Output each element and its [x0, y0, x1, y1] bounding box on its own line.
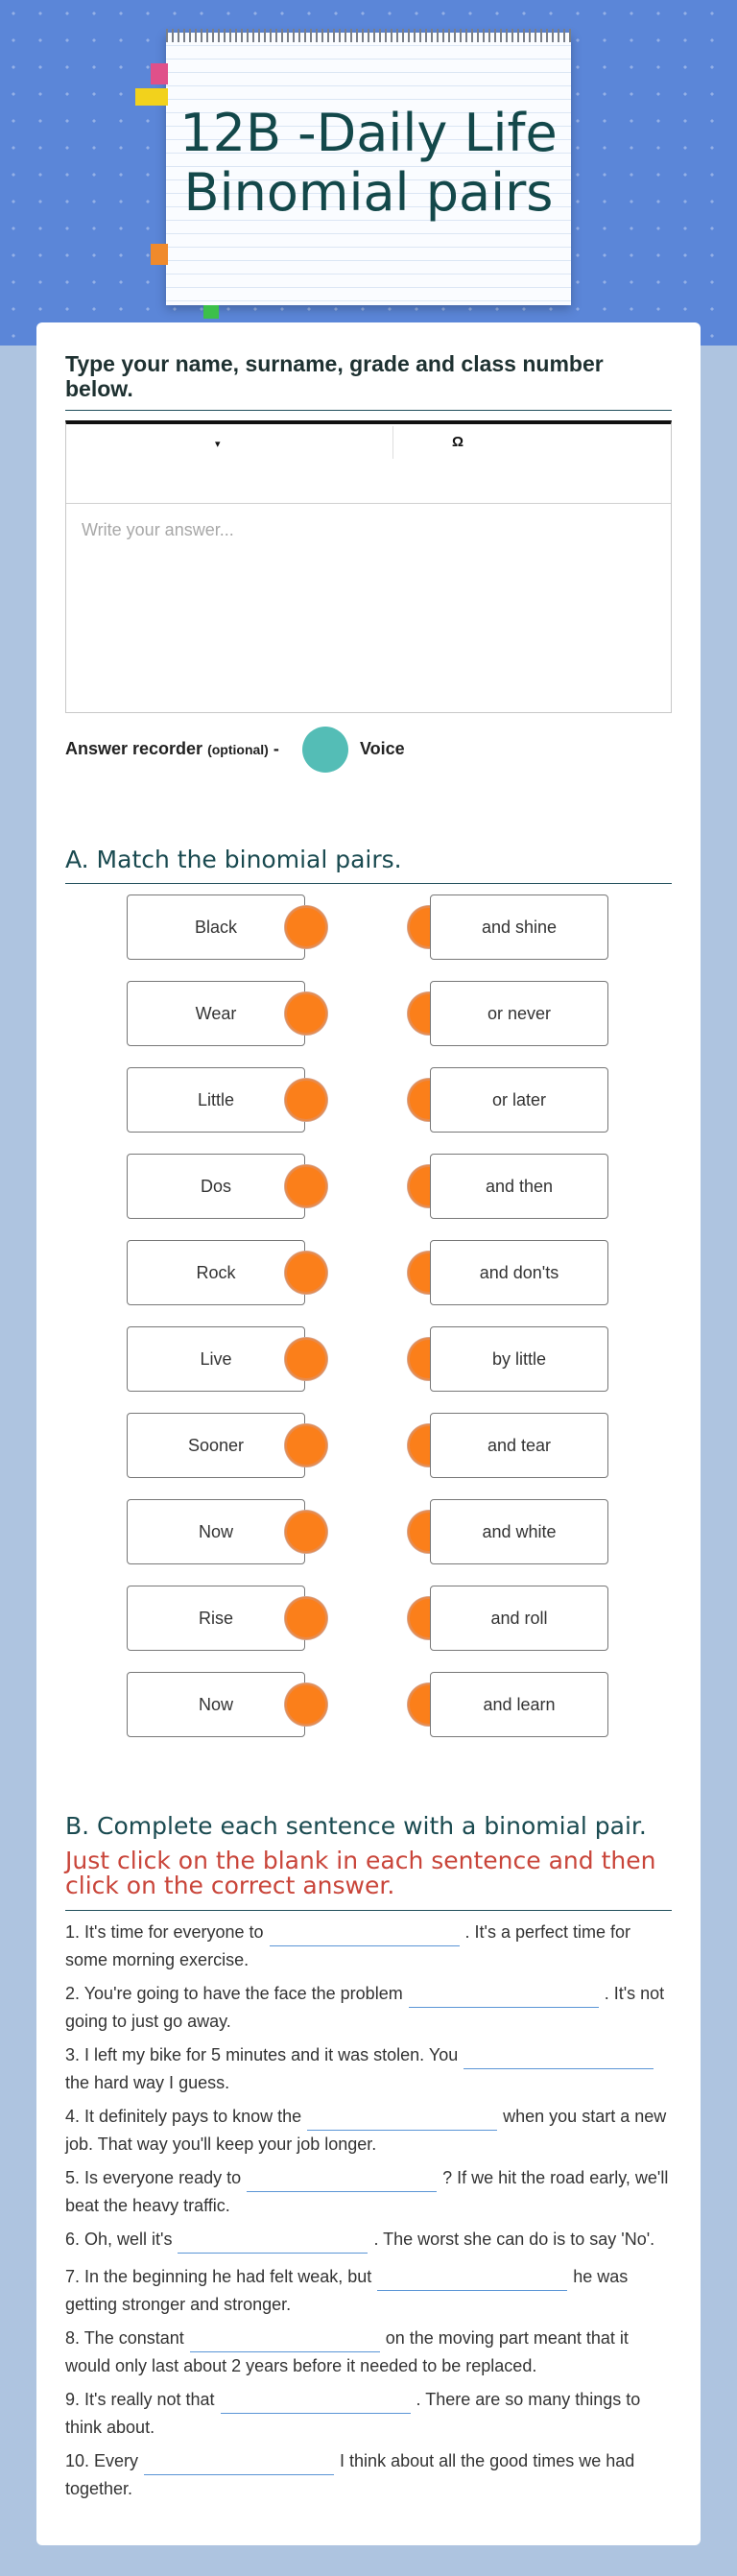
- match-left-item[interactable]: [127, 1240, 305, 1305]
- divider: [65, 883, 672, 884]
- sentence-item: [65, 2386, 672, 2442]
- match-left-label: Rise: [198, 1608, 233, 1628]
- match-right-label: and don'ts: [479, 1262, 559, 1282]
- match-left-connector[interactable]: [285, 1165, 327, 1207]
- toolbar-divider: [392, 426, 393, 459]
- answer-recorder-label: [65, 739, 279, 759]
- answer-editor[interactable]: [65, 420, 672, 713]
- section-b-title: B. Complete each sentence with a binomial pair.: [65, 1812, 647, 1840]
- match-left-label: Dos: [200, 1176, 231, 1196]
- sentence-item: [65, 2447, 672, 2503]
- match-left-label: Black: [194, 917, 237, 937]
- match-left-connector[interactable]: [285, 992, 327, 1035]
- sentence-text: 7. In the beginning he had felt weak, but: [65, 2267, 372, 2286]
- match-right-item[interactable]: [430, 1154, 608, 1219]
- answer-blank[interactable]: [270, 1924, 460, 1946]
- match-left-connector[interactable]: [285, 906, 327, 948]
- sentence-text: I think about all the good times we had together.: [65, 2451, 635, 2498]
- record-button[interactable]: [302, 727, 348, 773]
- match-right-item[interactable]: [430, 1067, 608, 1133]
- sentence-item: [65, 2263, 672, 2319]
- match-left-label: Now: [198, 1521, 233, 1541]
- match-right-label: and shine: [481, 917, 558, 937]
- match-left-connector[interactable]: [285, 1511, 327, 1553]
- match-left-label: Live: [200, 1348, 232, 1369]
- sentence-text: 4. It definitely pays to know the: [65, 2107, 302, 2126]
- sentence-item: [65, 1980, 672, 2036]
- divider: [65, 410, 672, 411]
- match-left-item[interactable]: [127, 894, 305, 960]
- match-right-label: and white: [482, 1521, 557, 1541]
- match-left-connector[interactable]: [285, 1424, 327, 1467]
- recorder-optional: (optional): [207, 742, 269, 757]
- sentence-text: 5. Is everyone ready to: [65, 2168, 242, 2187]
- match-left-connector[interactable]: [285, 1252, 327, 1294]
- match-right-label: or never: [487, 1003, 552, 1023]
- match-left-connector[interactable]: [285, 1079, 327, 1121]
- sentence-text: 10. Every: [65, 2451, 139, 2470]
- match-left-item[interactable]: [127, 1672, 305, 1737]
- voice-label: Voice: [360, 739, 405, 758]
- section-a-title: A. Match the binomial pairs.: [65, 846, 402, 873]
- sentence-item: [65, 2041, 672, 2097]
- font-dropdown-caret-icon[interactable]: ▾: [215, 439, 221, 450]
- sentence-text: 2. You're going to have the face the problem: [65, 1984, 403, 2003]
- answer-blank[interactable]: [247, 2170, 437, 2192]
- answer-blank[interactable]: [409, 1986, 599, 2008]
- match-left-label: Sooner: [187, 1435, 245, 1455]
- match-left-connector[interactable]: [285, 1597, 327, 1639]
- sentence-item: [65, 2164, 672, 2220]
- sticky-tab: [135, 88, 168, 106]
- match-left-connector[interactable]: [285, 1338, 327, 1380]
- special-character-icon[interactable]: Ω: [452, 434, 464, 450]
- sentence-text: ? If we hit the road early, we'll beat the heavy traffic.: [65, 2168, 669, 2215]
- editor-toolbar: [66, 424, 671, 504]
- match-left-item[interactable]: [127, 1499, 305, 1564]
- page-title-line: Binomial pairs: [183, 162, 554, 223]
- match-right-item[interactable]: [430, 894, 608, 960]
- page-title-line: 12B -Daily Life: [179, 103, 558, 163]
- section-b-instructions: Just click on the blank in each sentence and then click on the correct answer.: [65, 1847, 656, 1899]
- match-right-item[interactable]: [430, 1413, 608, 1478]
- match-left-label: Rock: [196, 1262, 236, 1282]
- sentence-text: when you start a new job. That way you'll keep your job longer.: [65, 2107, 667, 2154]
- sentence-item: [65, 2103, 672, 2159]
- match-right-item[interactable]: [430, 1326, 608, 1392]
- divider: [65, 1910, 672, 1911]
- sentence-text: . The worst she can do is to say 'No'.: [373, 2230, 655, 2249]
- match-left-item[interactable]: [127, 1586, 305, 1651]
- answer-input[interactable]: Write your answer...: [82, 520, 234, 539]
- match-left-label: Little: [197, 1089, 235, 1109]
- match-right-label: and learn: [483, 1694, 556, 1714]
- sentence-text: 1. It's time for everyone to: [65, 1922, 264, 1942]
- recorder-label: Answer recorder: [65, 739, 203, 758]
- recorder-dash: -: [268, 739, 279, 758]
- sentence-text: . There are so many things to think about.: [65, 2390, 641, 2437]
- answer-blank[interactable]: [190, 2330, 380, 2352]
- answer-blank[interactable]: [221, 2392, 411, 2414]
- sentence-text: he was getting stronger and stronger.: [65, 2267, 629, 2314]
- match-left-item[interactable]: [127, 1067, 305, 1133]
- sentence-text: the hard way I guess.: [65, 2073, 230, 2092]
- answer-blank[interactable]: [178, 2231, 368, 2254]
- match-left-label: Now: [198, 1694, 233, 1714]
- sentence-text: 9. It's really not that: [65, 2390, 215, 2409]
- match-right-item[interactable]: [430, 1240, 608, 1305]
- match-right-item[interactable]: [430, 1586, 608, 1651]
- sentence-text: 6. Oh, well it's: [65, 2230, 173, 2249]
- notebook-spiral: [166, 29, 571, 42]
- sentence-text: . It's not going to just go away.: [65, 1984, 665, 2031]
- match-right-item[interactable]: [430, 981, 608, 1046]
- answer-blank[interactable]: [307, 2109, 497, 2131]
- sticky-tab: [151, 244, 168, 265]
- match-right-item[interactable]: [430, 1672, 608, 1737]
- sentence-text: 8. The constant: [65, 2328, 184, 2348]
- sentence-text: . It's a perfect time for some morning exercise.: [65, 1922, 631, 1969]
- answer-blank[interactable]: [144, 2453, 334, 2475]
- match-right-label: and tear: [487, 1435, 552, 1455]
- question-heading: Type your name, surname, grade and class number below.: [65, 351, 604, 401]
- match-right-item[interactable]: [430, 1499, 608, 1564]
- match-left-item[interactable]: [127, 1326, 305, 1392]
- match-left-connector[interactable]: [285, 1683, 327, 1726]
- match-left-item[interactable]: [127, 1154, 305, 1219]
- match-left-item[interactable]: [127, 981, 305, 1046]
- page-title: [166, 104, 571, 223]
- match-right-label: or later: [491, 1089, 547, 1109]
- sentence-text: on the moving part meant that it would only last about 2 years before it needed to be replaced.: [65, 2328, 629, 2375]
- match-right-label: by little: [491, 1348, 547, 1369]
- sticky-tab: [151, 63, 168, 84]
- answer-blank[interactable]: [464, 2047, 654, 2069]
- sentence-item: [65, 1919, 672, 1974]
- sentence-text: 3. I left my bike for 5 minutes and it was stolen. You: [65, 2045, 459, 2064]
- match-right-label: and roll: [490, 1608, 548, 1628]
- match-right-label: and then: [485, 1176, 554, 1196]
- match-left-label: Wear: [195, 1003, 237, 1023]
- sentence-item: [65, 2226, 672, 2254]
- sticky-tab: [203, 305, 219, 319]
- sentence-item: [65, 2325, 672, 2380]
- answer-blank[interactable]: [377, 2269, 567, 2291]
- match-left-item[interactable]: [127, 1413, 305, 1478]
